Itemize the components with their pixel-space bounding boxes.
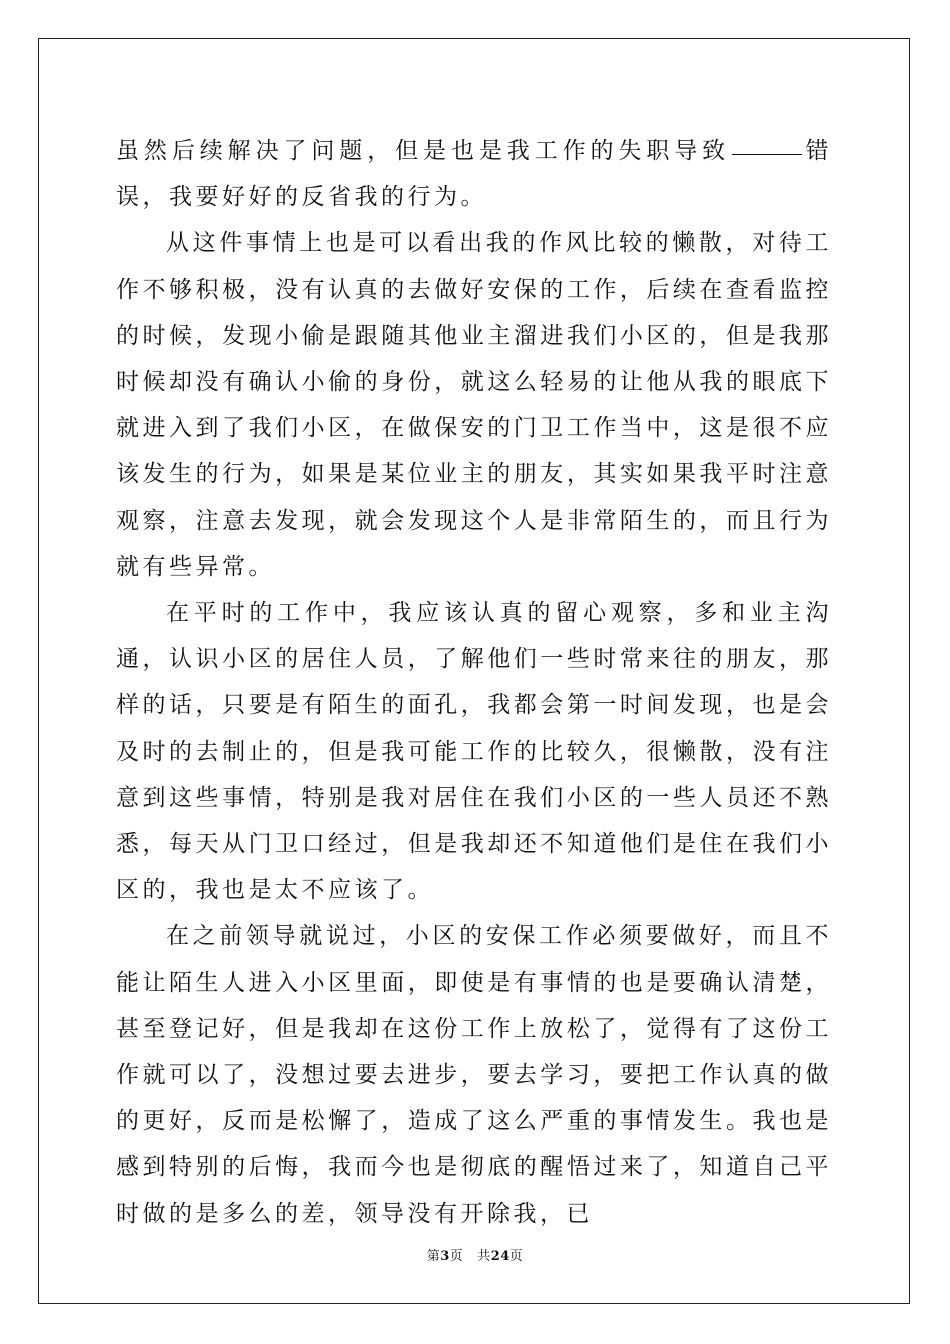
current-page-number: 3 <box>440 1249 450 1264</box>
fill-in-blank <box>732 153 802 155</box>
total-page-count: 24 <box>490 1249 510 1264</box>
paragraph-2: 从这件事情上也是可以看出我的作风比较的懒散，对待工作不够积极，没有认真的去做好安保的工作，后续在查看监控的时候，发现小偷是跟随其他业主溜进我们小区的，但是我那时候却没有确认小偷的身份，就这么轻易的让他从我的眼底下就进入到了我们小区，在做保安的门卫工作当中，这是很不应该发生的行为，如果是某位业主的朋友，其实如果我平时注意观察，注意去发现，就会发现这个人是非常陌生的，而且行为就有些异常。 <box>116 230 832 580</box>
paragraph-1 <box>116 128 832 220</box>
page-label-suffix: 页 <box>449 1249 464 1264</box>
total-label-prefix: 共 <box>477 1249 491 1264</box>
document-body <box>116 128 832 1237</box>
page-label-prefix: 第 <box>426 1249 441 1264</box>
paragraph-1-text-before-blank: 虽然后续解决了问题，但是也是我工作的失职导致 <box>116 138 731 164</box>
paragraph-1-text-after-blank: 错误，我要好好的反省我的行为。 <box>116 138 833 211</box>
total-label-suffix: 页 <box>509 1249 524 1264</box>
paragraph-3: 在平时的工作中，我应该认真的留心观察，多和业主沟通，认识小区的居住人员，了解他们一些时常来往的朋友，那样的话，只要是有陌生的面孔，我都会第一时间发现，也是会及时的去制止的，但是我可能工作的比较久，很懒散，没有注意到这些事情，特别是我对居住在我们小区的一些人员还不熟悉，每天从门卫口经过，但是我却还不知道他们是住在我们小区的，我也是太不应该了。 <box>116 600 832 904</box>
page-footer <box>0 1245 950 1264</box>
paragraph-4: 在之前领导就说过，小区的安保工作必须要做好，而且不能让陌生人进入小区里面，即使是有事情的也是要确认清楚，甚至登记好，但是我却在这份工作上放松了，觉得有了这份工作就可以了，没想过要去进步，要去学习，要把工作认真的做的更好，反而是松懈了，造成了这么严重的事情发生。我也是感到特别的后悔，我而今也是彻底的醒悟过来了，知道自己平时做的是多么的差，领导没有开除我，已 <box>116 923 832 1227</box>
